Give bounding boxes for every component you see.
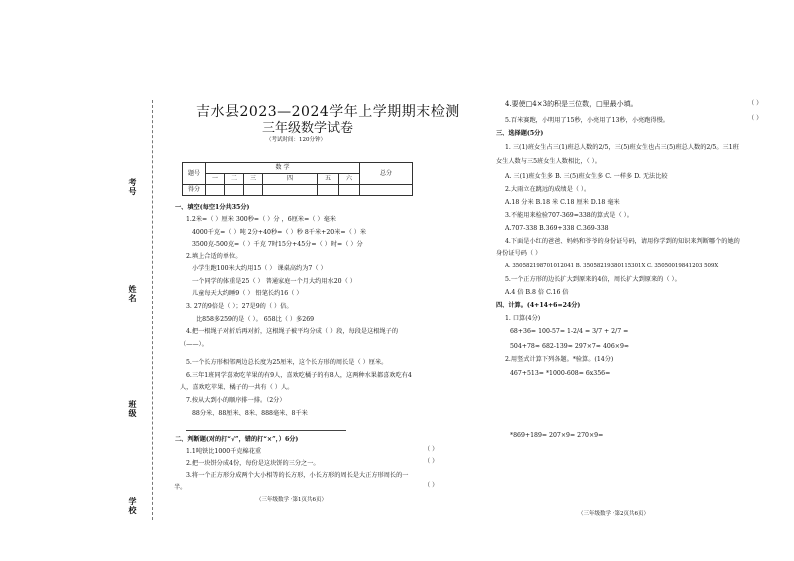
- score-col-3: 三: [244, 174, 263, 185]
- score-cell[interactable]: [206, 185, 225, 196]
- page-footer-1: （三年级数学 ·第1页共6页）: [256, 497, 327, 503]
- calc-line: 68+36= 100-57= 1-2/4 = 3/7 + 2/7 =: [510, 328, 629, 335]
- question-line: 4.要使□4×3的积是三位数，□里最小填。: [505, 100, 638, 108]
- option-line: A.4 倍 B.8 倍 C.16 倍: [505, 289, 569, 296]
- score-col-1: 一: [206, 174, 225, 185]
- answer-line[interactable]: [186, 430, 346, 431]
- question-line: 人，喜欢吃苹果、橘子的一共有（ ）人。: [180, 384, 294, 391]
- score-cell[interactable]: [339, 185, 360, 196]
- score-col-6: 六: [339, 174, 360, 185]
- answer-paren[interactable]: （ ）: [748, 115, 763, 122]
- score-th-defen: 得分: [183, 185, 206, 196]
- score-col-2: 二: [225, 174, 244, 185]
- question-line: 4000千克=（ ）吨 2分+40秒=（ ）秒 8千米+20米=（ ）米: [192, 229, 367, 236]
- question-line: 88分米、88厘米、8米、888毫米、8千米: [192, 410, 308, 417]
- option-line: A.18 分米 B.18 米 C.18 厘米 D.18 毫米: [505, 199, 620, 206]
- question-line: 小学生跑100米大约用15（ ） 课桌高约为7（ ）: [192, 265, 327, 272]
- question-line: 身份证号码（ ）: [496, 250, 542, 257]
- question-line: 5.百米赛跑，小明用了15秒，小亮用了13秒，小亮跑得慢。: [505, 117, 669, 124]
- score-col-4: 四: [263, 174, 318, 185]
- section-judge-title: 二、判断题(对的打“√”，错的打“×”，）6分): [175, 436, 299, 443]
- answer-paren[interactable]: （ ）: [424, 446, 439, 453]
- exam-subtitle: 三年级数学试卷: [262, 121, 354, 136]
- question-line: 儿童每天大约睡9（ ） 铅笔长约16（ ）: [192, 290, 303, 297]
- question-line: 3.将一个正方形分成两个大小相等的长方形，小长方形的周长是大正方形周长的一: [186, 472, 409, 479]
- question-line: 1. 三(1)班女生占三(1)班总人数的2/5，三(5)班女生也占三(5)班总人数的2/5。三1班: [505, 144, 739, 151]
- calc-line: *869+189= 207×9= 270×9=: [510, 432, 604, 439]
- option-line: A.707-338 B.369+338 C.369-338: [505, 225, 609, 232]
- option-line: A. 三(1)班女生多 B. 三(5)班女生多 C. 一样多 D. 无法比较: [505, 173, 668, 180]
- score-th-tihao: 题号: [183, 163, 206, 185]
- score-table: [182, 162, 413, 196]
- question-line: 7.按从大到小的顺序排一排。（2分）: [186, 397, 286, 404]
- label-xingming: 姓名: [128, 285, 138, 303]
- question-line: 2.把一块饼分成4份，每份是这块饼的三分之一。: [186, 460, 320, 467]
- score-col-5: 五: [318, 174, 339, 185]
- option-line: A. 350582198701012041 B. 35058219380115301X C. 35050019841203 509X: [505, 263, 719, 269]
- question-line: 6.三年1班同学喜欢吃苹果的有9人，喜欢吃橘子的有8人，这两种水果都喜欢吃有4: [186, 372, 412, 379]
- question-line: 5.一个正方形的边长扩大到原来的4倍，周长扩大到原来的（ ）。: [505, 276, 681, 283]
- question-line: 3. 27的9倍是（ ）；27是9的（ ）倍。: [186, 303, 293, 310]
- question-line: 5.一个长方形相邻两边总长度为25厘米，这个长方形的周长是（ ）厘米。: [186, 359, 388, 366]
- calc-line: 467+513= *1000-608= 6x356=: [510, 370, 611, 377]
- answer-paren[interactable]: （ ）: [748, 100, 763, 107]
- section-calc-title: 四、计算。(4+14+6=24分): [496, 302, 581, 309]
- section-choice-title: 三、选择题(5分): [496, 130, 544, 137]
- question-line: 4.把一根绳子对折后再对折，这根绳子被平均分成（ ）段，每段是这根绳子的: [186, 328, 399, 335]
- question-line: 半。: [174, 484, 187, 491]
- page-footer-2: （三年级数学 ·第2页共6页）: [578, 511, 649, 517]
- answer-paren[interactable]: （ ）: [424, 482, 439, 489]
- binding-dash-line: [152, 100, 153, 520]
- section-fill-title: 一、填空(每空1分共35分): [175, 204, 250, 211]
- score-th-total: 总分: [360, 163, 413, 185]
- question-line: 1. 口算(4分): [505, 315, 541, 322]
- question-line: 比858多259的是（ ）。 658比（ ）多269: [196, 316, 315, 323]
- question-line: （——）。: [180, 341, 208, 348]
- score-cell[interactable]: [225, 185, 244, 196]
- label-xuexiao: 学校: [128, 497, 138, 515]
- question-line: 2.大雨立在跳远的成绩是（ ）。: [505, 186, 591, 193]
- question-line: 一个同学的体重是25（ ） 普通家庭一个月大约用水20（ ）: [192, 278, 356, 285]
- question-line: 3.不能用来检验707-369=338的算式是（ ）。: [505, 212, 633, 219]
- answer-paren[interactable]: （ ）: [424, 458, 439, 465]
- question-line: 3500克-500克=（ ）千克 7时15分+45分=（ ）时=（ ）分: [192, 241, 363, 248]
- question-line: 2.填上合适的单位。: [186, 253, 242, 260]
- question-line: 1.2米=（ ）厘米 300秒=（ ）分 ，6厘米=（ ）毫米: [186, 216, 336, 223]
- question-line: 1.1吨铁比1000千克棉花重: [186, 448, 262, 455]
- label-banji: 班级: [128, 400, 138, 418]
- score-th-shuxue: 数 学: [206, 163, 360, 174]
- question-line: 4.下面是小红的爸爸、妈妈和爷爷的身份证号码，请用你学到的知识来判断哪个的她的: [505, 238, 740, 245]
- score-cell[interactable]: [318, 185, 339, 196]
- label-kaohao: 考号: [128, 178, 138, 196]
- score-cell[interactable]: [244, 185, 263, 196]
- calc-line: 504+78≈ 682-139≈ 297×7≈ 406×9≈: [510, 343, 630, 350]
- question-line: 女生人数与三5班女生人数相比，（ ）。: [496, 158, 601, 165]
- exam-title: 吉水县2023—2024学年上学期期末检测: [196, 104, 460, 120]
- exam-time: （考试时间：120分钟）: [266, 137, 326, 143]
- question-line: 2.用竖式计算下列各题。*验算。(14分): [505, 356, 614, 363]
- score-cell[interactable]: [263, 185, 318, 196]
- score-cell[interactable]: [360, 185, 413, 196]
